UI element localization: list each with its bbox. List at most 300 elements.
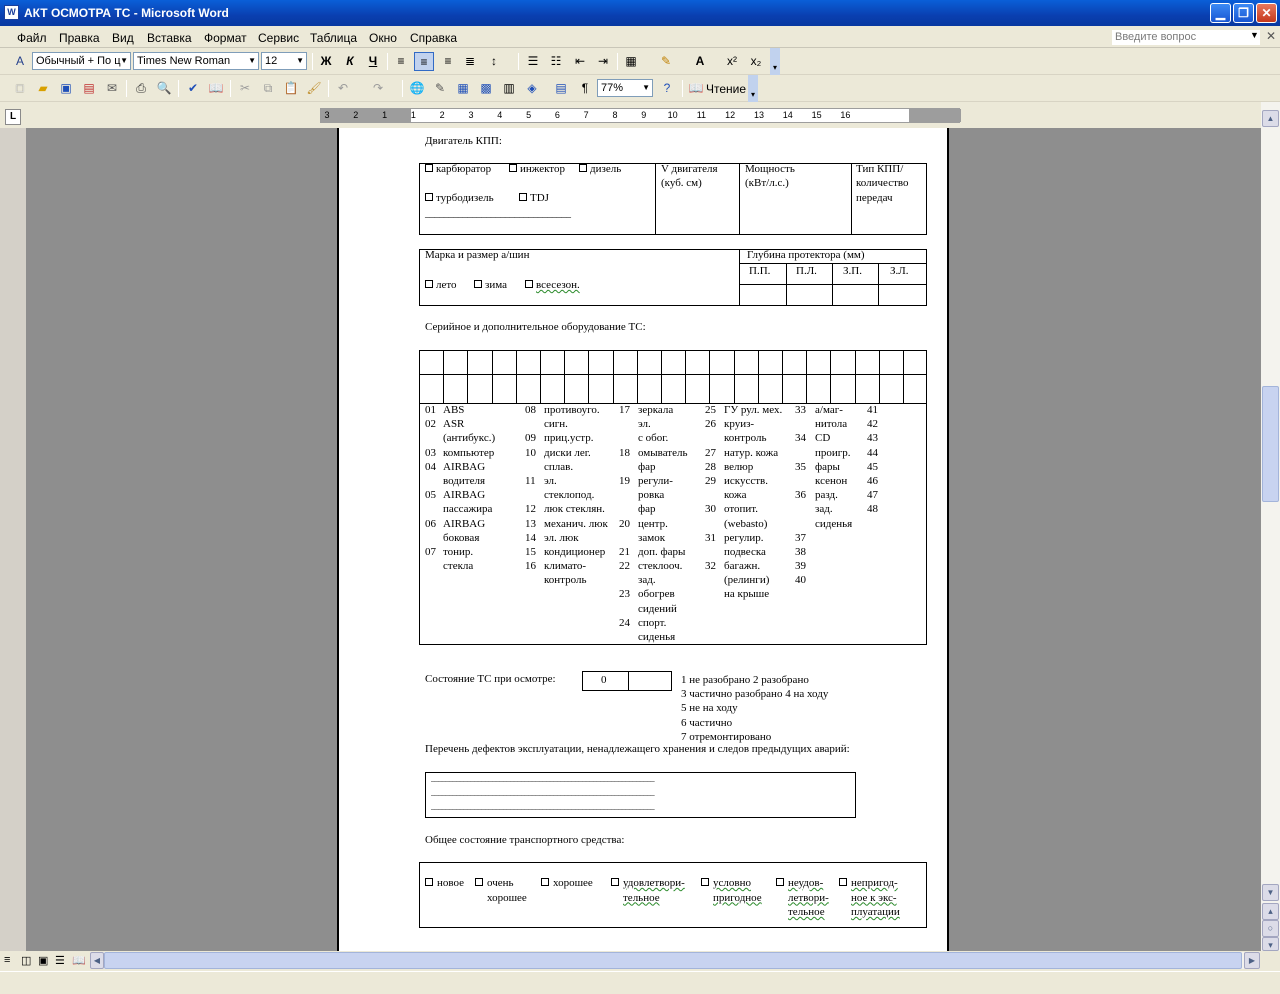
equipment-item: стекла [443, 560, 474, 573]
italic-icon[interactable]: К [346, 54, 354, 68]
equipment-item: 41 [867, 404, 878, 416]
insert-excel-icon[interactable]: ▩ [480, 81, 492, 95]
formatting-toolbar [0, 48, 1280, 75]
restore-button[interactable]: ❐ [1233, 3, 1254, 23]
equipment-item: 17 [619, 404, 630, 416]
equipment-item: 04 [425, 460, 436, 473]
checkbox-icon[interactable] [475, 878, 483, 886]
equipment-item [525, 488, 536, 502]
font-combo[interactable] [133, 52, 259, 70]
engine-turbodiesel: турбодизель [436, 192, 494, 204]
equipment-item: диски лег. [544, 446, 591, 459]
toolbar-separator [230, 80, 231, 97]
equipment-item: 34 [795, 432, 806, 445]
copy-icon[interactable]: ⧉ [263, 81, 273, 95]
equipment-item: 02 [425, 418, 436, 431]
equipment-item: 32 [705, 560, 716, 573]
equipment-item: водителя [443, 474, 486, 487]
equipment-item: 39 [795, 560, 806, 573]
equipment-item: (релинги) [724, 574, 770, 587]
equipment-item: кондиционер [544, 545, 606, 558]
horizontal-scroll-thumb[interactable] [104, 952, 1242, 969]
equipment-item: 15 [525, 545, 536, 558]
equipment-item: (антибукс.) [443, 432, 496, 445]
reading-view-icon[interactable]: 📖 [72, 955, 86, 967]
equipment-item: багажн. [724, 560, 761, 573]
general-state-option-line: хорошее [553, 877, 593, 889]
tread-col-fr: П.П. [749, 265, 771, 277]
equipment-grid-line [758, 350, 759, 403]
equipment-item [619, 602, 630, 616]
paste-icon[interactable]: 📋 [283, 81, 299, 95]
equipment-item: контроль [724, 432, 767, 445]
equipment-item: сидений [638, 602, 677, 615]
checkbox-icon[interactable] [701, 878, 709, 886]
general-state-option-line: тельное [623, 891, 660, 904]
equipment-item: 25 [705, 404, 716, 416]
menu-tools[interactable]: Сервис [258, 31, 300, 45]
justify-icon[interactable]: ≣ [464, 54, 476, 68]
checkbox-icon[interactable] [474, 280, 482, 288]
equipment-item [795, 446, 806, 460]
equipment-grid-line [492, 350, 493, 403]
equipment-item [705, 573, 716, 587]
ruler-mark: 10 [667, 110, 678, 120]
equipment-grid-line [734, 350, 735, 403]
equipment-item [619, 630, 630, 644]
hyperlink-icon[interactable]: 🌐 [409, 81, 425, 95]
research-icon[interactable]: 📖 [208, 81, 224, 95]
equipment-item: разд. [815, 489, 838, 502]
equipment-grid-line [467, 350, 468, 403]
document-page[interactable] [337, 128, 949, 951]
ruler-mark: 13 [753, 110, 764, 120]
minimize-button[interactable]: ▁ [1210, 3, 1231, 23]
ruler-margin-right [909, 109, 961, 122]
general-state-option [788, 876, 829, 920]
equipment-item: а/маг- [815, 404, 843, 416]
align-center-icon[interactable]: ≡ [414, 52, 434, 71]
toolbar-separator [178, 80, 179, 97]
reading-mode-button[interactable]: Чтение [706, 82, 747, 96]
highlight-icon[interactable]: ✎ [660, 54, 672, 68]
equipment-item: 45 [867, 460, 878, 473]
outline-view-icon[interactable]: ☰ [55, 955, 65, 967]
menu-help[interactable]: Справка [410, 31, 458, 45]
equipment-item: компьютер [443, 446, 495, 459]
equipment-item: эл. [544, 474, 557, 487]
equipment-item: AIRBAG [443, 460, 486, 473]
state-input[interactable] [582, 671, 672, 691]
toolbar-separator [402, 80, 403, 97]
equipment-item [705, 587, 716, 601]
horizontal-scrollbar[interactable] [90, 952, 1260, 969]
menu-format[interactable]: Формат [204, 31, 247, 45]
general-state-label: Общее состояние транспортного средства: [425, 834, 625, 846]
equipment-item: 10 [525, 446, 536, 459]
open-icon[interactable]: ▰ [38, 81, 48, 95]
equipment-item: зеркала [638, 404, 674, 416]
ruler-mark: 8 [612, 110, 618, 120]
spelling-icon[interactable]: ✔ [187, 81, 199, 95]
engine-diesel: дизель [590, 163, 622, 175]
horizontal-bar [0, 951, 1280, 971]
equipment-item: 09 [525, 432, 536, 445]
scroll-right-icon[interactable]: ▶ [1244, 952, 1260, 969]
window-title: АКТ ОСМОТРА ТС - Microsoft Word [24, 6, 229, 20]
season-summer: лето [436, 279, 457, 291]
status-bar [0, 971, 1280, 994]
equipment-item: AIRBAG [443, 517, 486, 530]
season-winter: зима [485, 279, 507, 291]
equipment-item: круиз- [724, 418, 755, 431]
equipment-item [425, 531, 436, 545]
bold-icon[interactable]: Ж [320, 54, 332, 68]
equipment-item: приц.устр. [544, 432, 594, 445]
equipment-item: 46 [867, 474, 878, 487]
equipment-item: 35 [795, 460, 806, 473]
equipment-item: велюр [724, 460, 754, 473]
ruler-mark: 1 [382, 110, 388, 120]
general-state-option [487, 876, 527, 905]
read-icon[interactable]: 📖 [688, 81, 704, 95]
menu-file[interactable]: Файл [17, 31, 47, 45]
show-formatting-icon[interactable]: ¶ [581, 81, 589, 95]
defects-label: Перечень дефектов эксплуатации, ненадлежащего хранения и следов предыдущих аварий: [425, 743, 850, 755]
equipment-item [425, 474, 436, 488]
equipment-item: 26 [705, 418, 716, 431]
equipment-item: с обог. [638, 432, 669, 445]
ruler-mark: 9 [641, 110, 647, 120]
equipment-item: 20 [619, 517, 630, 530]
undo-icon[interactable]: ↶ [337, 81, 349, 95]
equipment-item: 33 [795, 404, 806, 416]
document-map-icon[interactable]: ▤ [555, 81, 567, 95]
menu-table[interactable]: Таблица [310, 31, 358, 45]
scroll-down-icon[interactable]: ▼ [1262, 884, 1279, 901]
ruler-mark: 7 [583, 110, 589, 120]
equipment-grid-line [564, 350, 565, 403]
menu-bar [0, 26, 1280, 48]
general-state-option [437, 876, 464, 891]
gearbox-gears-label: передач [856, 192, 893, 204]
help-icon[interactable]: ? [663, 81, 671, 95]
equipment-grid-line [782, 350, 783, 403]
equipment-item: отопит. [724, 503, 759, 516]
toolbar-separator [328, 80, 329, 97]
subscript-icon[interactable]: x₂ [750, 54, 762, 68]
font-color-icon[interactable]: A [695, 54, 705, 68]
toolbar-separator [617, 53, 618, 70]
menu-insert[interactable]: Вставка [147, 31, 192, 45]
email-icon[interactable]: ✉ [106, 81, 118, 95]
checkbox-icon[interactable] [425, 280, 433, 288]
toolbar-separator [387, 53, 388, 70]
equipment-item [795, 502, 806, 516]
ruler-mark: 2 [353, 110, 359, 120]
drawing-icon[interactable]: ◈ [527, 81, 537, 95]
style-value: Обычный + По ц [36, 55, 121, 67]
ruler-mark: 12 [725, 110, 736, 120]
equipment-item: (webasto) [724, 517, 768, 530]
underline-icon[interactable]: Ч [368, 54, 378, 68]
vertical-scroll-thumb[interactable] [1262, 386, 1279, 502]
equipment-item [619, 502, 630, 516]
general-state-option-line: ное к экс- [851, 891, 897, 904]
equipment-item: натур. кожа [724, 446, 779, 459]
ruler-mark: 4 [497, 110, 503, 120]
general-state-option-line: тельное [788, 906, 825, 918]
equipment-item: нитола [815, 418, 848, 431]
equipment-grid-line [540, 350, 541, 403]
season-allseason: всесезон. [536, 279, 580, 291]
equipment-item: сиденья [815, 517, 853, 530]
equipment-item: ASR [443, 418, 465, 431]
ruler-margin-left [321, 109, 411, 122]
increase-indent-icon[interactable]: ⇥ [597, 54, 609, 68]
equipment-item [619, 417, 630, 431]
general-state-option-line: условно [713, 877, 751, 889]
decrease-indent-icon[interactable]: ⇤ [574, 54, 586, 68]
word-icon: W [4, 5, 19, 20]
equipment-item: центр. [638, 517, 668, 530]
equipment-grid-line [685, 350, 686, 403]
menu-edit[interactable]: Правка [59, 31, 100, 45]
align-right-icon[interactable]: ≡ [444, 54, 452, 68]
superscript-icon[interactable]: x² [727, 54, 737, 68]
close-button[interactable]: ✕ [1256, 3, 1277, 23]
menu-view[interactable]: Вид [112, 31, 134, 45]
engine-tdj: TDJ [530, 192, 549, 204]
equipment-item: регулир. [724, 531, 764, 544]
align-left-icon[interactable]: ≡ [397, 54, 405, 68]
next-page-icon[interactable]: ▾ [1262, 937, 1279, 951]
font-value: Times New Roman [137, 55, 231, 67]
equipment-item: 19 [619, 474, 630, 487]
new-document-icon[interactable]: □ [16, 81, 24, 95]
equipment-grid-line [709, 350, 710, 403]
checkbox-icon[interactable] [579, 164, 587, 172]
equipment-item: 18 [619, 446, 630, 459]
print-icon[interactable]: ⎙ [136, 81, 146, 95]
equipment-item: 14 [525, 531, 536, 544]
equipment-grid-line [661, 350, 662, 403]
toolbar-options-icon[interactable]: ▾ [748, 75, 758, 102]
equipment-item: эл. [638, 418, 651, 431]
power-label: Мощность [745, 163, 795, 175]
ruler-mark: 1 [410, 110, 416, 120]
columns-icon[interactable]: ▥ [503, 81, 515, 95]
equipment-item [425, 431, 436, 445]
equipment-item [619, 573, 630, 587]
equipment-item: стеклопод. [544, 489, 595, 502]
equipment-item: доп. фары [638, 545, 686, 558]
equipment-item [795, 474, 806, 488]
equipment-item [619, 488, 630, 502]
defects-line: ______________________________________________________________ [431, 802, 655, 811]
general-state-option-line: хорошее [487, 891, 527, 904]
equipment-item: подвеска [724, 545, 766, 558]
equipment-grid-line [588, 350, 589, 403]
equipment-item [795, 417, 806, 431]
checkbox-icon[interactable] [509, 164, 517, 172]
equipment-item: пассажира [443, 503, 493, 516]
toolbar-separator [126, 80, 127, 97]
equipment-item: 07 [425, 545, 436, 558]
vertical-scrollbar[interactable] [1261, 102, 1280, 951]
checkbox-icon[interactable] [425, 193, 433, 201]
equipment-item: фары [815, 460, 840, 473]
equipment-item: 28 [705, 460, 716, 473]
equipment-item: 22 [619, 560, 630, 573]
font-size-combo[interactable] [261, 52, 307, 70]
equipment-item: 48 [867, 503, 878, 516]
toolbar-separator [682, 80, 683, 97]
equipment-grid-line [516, 350, 517, 403]
gearbox-count-label: количество [856, 177, 909, 189]
equipment-item: зад. [638, 574, 656, 587]
scroll-left-icon[interactable]: ◀ [90, 952, 104, 969]
ask-dropdown-icon[interactable]: ▼ [1250, 30, 1259, 40]
checkbox-icon[interactable] [525, 280, 533, 288]
ask-question-input[interactable]: Введите вопрос [1112, 30, 1260, 45]
general-state-option-line: новое [437, 877, 465, 889]
equipment-item: ABS [443, 404, 465, 416]
line-spacing-icon[interactable]: ↕ [491, 54, 497, 68]
equipment-item [619, 531, 630, 545]
equipment-item [705, 488, 716, 502]
equipment-grid-line [637, 350, 638, 403]
equipment-item [619, 460, 630, 474]
general-state-option-line: неудов- [788, 877, 824, 889]
equipment-item: противоуго. [544, 404, 600, 416]
checkbox-icon[interactable] [611, 878, 619, 886]
borders-icon[interactable]: ▦ [625, 54, 637, 68]
equipment-item: 16 [525, 560, 536, 573]
equipment-item: на крыше [724, 588, 770, 601]
checkbox-icon[interactable] [519, 193, 527, 201]
chevron-down-icon: ▼ [296, 56, 304, 65]
equipment-grid-line [443, 350, 444, 403]
equipment-item: боковая [443, 531, 480, 544]
equipment-item: 08 [525, 404, 536, 416]
checkbox-icon[interactable] [425, 878, 433, 886]
menu-window[interactable]: Окно [369, 31, 397, 45]
general-state-option-line: летвори- [788, 891, 829, 904]
ruler-mark: 11 [696, 110, 707, 120]
checkbox-icon[interactable] [776, 878, 784, 886]
ruler-mark: 3 [324, 110, 330, 120]
equipment-item: искусств. [724, 474, 768, 487]
equipment-item [705, 431, 716, 445]
normal-view-icon[interactable]: ≡ [4, 954, 11, 966]
title-bar [0, 0, 1280, 26]
doc-close-icon[interactable]: ✕ [1266, 29, 1277, 43]
format-painter-icon[interactable]: 🖌 [306, 81, 322, 95]
equipment-item: 27 [705, 446, 716, 459]
engine-volume-label: V двигателя [661, 163, 718, 175]
equipment-item [705, 517, 716, 531]
defects-line: ______________________________________________________________ [431, 774, 655, 783]
checkbox-icon[interactable] [425, 164, 433, 172]
equipment-item: 31 [705, 531, 716, 544]
cut-icon[interactable]: ✂ [239, 81, 251, 95]
general-state-option-line: очень [487, 877, 514, 889]
equipment-grid-line [879, 350, 880, 403]
equipment-item: 23 [619, 588, 630, 601]
checkbox-icon[interactable] [839, 878, 847, 886]
permission-icon[interactable]: ▤ [83, 81, 95, 95]
equipment-item: 13 [525, 517, 536, 530]
toolbar-options-icon[interactable]: ▾ [770, 48, 780, 75]
equipment-item: спорт. [638, 616, 667, 629]
print-preview-icon[interactable]: 🔍 [156, 81, 172, 95]
equipment-item [425, 502, 436, 516]
equipment-heading: Серийное и дополнительное оборудование ТС: [425, 321, 646, 333]
prev-page-icon[interactable]: ▴ [1262, 903, 1279, 920]
zoom-value: 77% [601, 82, 624, 94]
tread-label: Глубина протектора (мм) [747, 249, 865, 261]
equipment-grid-line [830, 350, 831, 403]
save-icon[interactable]: ▣ [60, 81, 72, 95]
tab-selector[interactable]: L [5, 109, 21, 125]
general-state-option-line: пригодное [713, 891, 762, 904]
checkbox-icon[interactable] [541, 878, 549, 886]
numbering-icon[interactable]: ☰ [527, 54, 539, 68]
ruler-mark: 3 [468, 110, 474, 120]
select-browse-icon[interactable]: ○ [1262, 920, 1279, 937]
web-view-icon[interactable]: ◫ [21, 955, 32, 967]
engine-injector: инжектор [520, 163, 565, 175]
equipment-grid-line [613, 350, 614, 403]
power-unit: (кВт/л.с.) [745, 177, 789, 189]
zoom-combo[interactable] [597, 79, 653, 97]
styles-icon[interactable]: A [15, 54, 24, 68]
defects-line: ______________________________________________________________ [431, 788, 655, 797]
insert-table-icon[interactable]: ▦ [457, 81, 469, 95]
horizontal-ruler[interactable] [320, 108, 960, 123]
equipment-item: кожа [724, 489, 747, 502]
general-state-option-line: удовлетвори- [623, 877, 685, 889]
equipment-item [525, 417, 536, 431]
equipment-item [705, 545, 716, 559]
document-area [26, 128, 1261, 951]
font-size-value: 12 [265, 55, 278, 67]
equipment-item: 30 [705, 503, 716, 516]
print-view-icon[interactable]: ▣ [38, 955, 49, 967]
tables-borders-icon[interactable]: ✎ [434, 81, 446, 95]
equipment-item: эл. люк [544, 531, 579, 544]
equipment-item: 12 [525, 503, 536, 516]
equipment-item: климато- [544, 560, 587, 573]
style-combo[interactable] [32, 52, 131, 70]
general-state-option-line: непригод- [851, 877, 898, 889]
bullets-icon[interactable]: ☷ [550, 54, 562, 68]
tread-col-fl: П.Л. [796, 265, 817, 277]
standard-toolbar [0, 75, 1280, 102]
equipment-item: 36 [795, 489, 806, 502]
engine-heading: Двигатель КПП: [425, 135, 502, 147]
redo-icon[interactable]: ↷ [372, 81, 384, 95]
equipment-grid-line [855, 350, 856, 403]
scroll-up-icon[interactable]: ▲ [1262, 110, 1279, 127]
equipment-item: 05 [425, 489, 436, 502]
toolbar-separator [312, 53, 313, 70]
ruler-mark: 6 [554, 110, 560, 120]
equipment-item: 42 [867, 418, 878, 431]
equipment-item: люк стеклян. [544, 503, 605, 516]
equipment-item: механич. люк [544, 517, 608, 530]
